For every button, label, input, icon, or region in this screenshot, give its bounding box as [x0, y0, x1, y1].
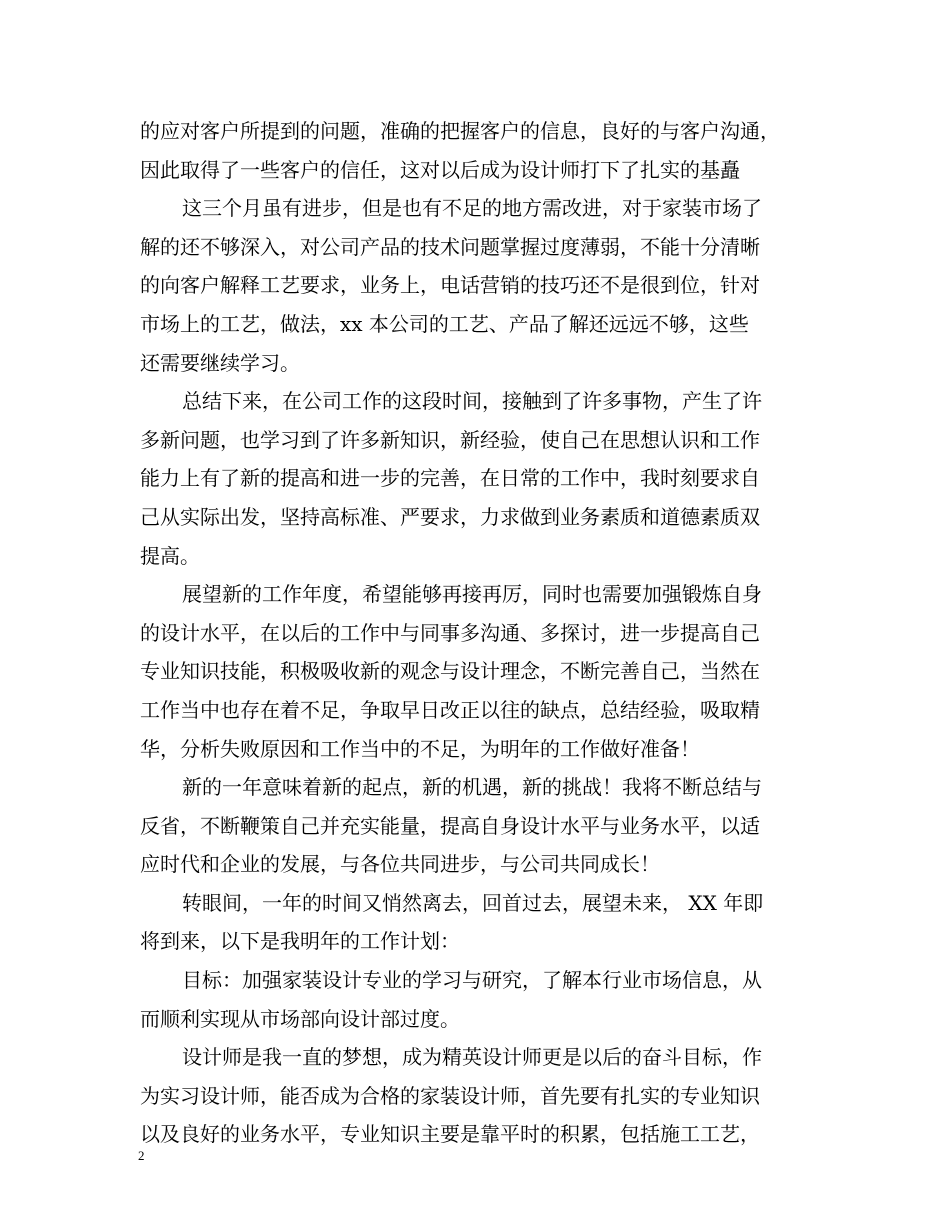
- text-line: 以及良好的业务水平，专业知识主要是靠平时的积累，包括施工工艺，: [140, 1122, 760, 1147]
- text-line: 多新问题，也学习到了许多新知识，新经验，使自己在思想认识和工作: [140, 427, 760, 452]
- text-line: 能力上有了新的提高和进一步的完善，在日常的工作中，我时刻要求自: [140, 466, 760, 491]
- text-line: 将到来，以下是我明年的工作计划：: [140, 929, 460, 954]
- text-line: 为实习设计师，能否成为合格的家装设计师，首先要有扎实的专业知识: [140, 1083, 760, 1108]
- text-line: 的向客户解释工艺要求，业务上，电话营销的技巧还不是很到位，针对: [140, 273, 760, 298]
- text-line: 还需要继续学习。: [140, 350, 300, 375]
- text-line: 应时代和企业的发展，与各位共同进步，与公司共同成长！: [140, 852, 660, 877]
- text-line: 提高。: [140, 543, 200, 568]
- text-line: 展望新的工作年度，希望能够再接再厉，同时也需要加强锻炼自身: [182, 582, 762, 607]
- text-line: 市场上的工艺，做法，xx 本公司的工艺、产品了解还远远不够，这些: [140, 311, 749, 336]
- text-line: 转眼间，一年的时间又悄然离去，回首过去，展望未来， XX 年即: [182, 890, 764, 915]
- text-line: 总结下来，在公司工作的这段时间，接触到了许多事物，产生了许: [182, 389, 762, 414]
- text-line: 解的还不够深入，对公司产品的技术问题掌握过度薄弱，不能十分清晰: [140, 234, 760, 259]
- text-line: 因此取得了一些客户的信任，这对以后成为设计师打下了扎实的基矗: [140, 157, 740, 182]
- text-line: 己从实际出发，坚持高标准、严要求，力求做到业务素质和道德素质双: [140, 504, 760, 529]
- text-line: 设计师是我一直的梦想，成为精英设计师更是以后的奋斗目标，作: [182, 1045, 762, 1070]
- text-line: 的设计水平，在以后的工作中与同事多沟通、多探讨，进一步提高自己: [140, 620, 760, 645]
- text-line: 华，分析失败原因和工作当中的不足，为明年的工作做好准备！: [140, 736, 700, 761]
- text-line: 工作当中也存在着不足，争取早日改正以往的缺点，总结经验，吸取精: [140, 697, 760, 722]
- text-line: 反省，不断鞭策自己并充实能量，提高自身设计水平与业务水平，以适: [140, 813, 760, 838]
- page-number: 2: [138, 1148, 145, 1163]
- text-line: 而顺利实现从市场部向设计部过度。: [140, 1006, 460, 1031]
- text-line: 新的一年意味着新的起点，新的机遇，新的挑战！我将不断总结与: [182, 775, 762, 800]
- document-body: [140, 112, 840, 1154]
- text-line: 目标：加强家装设计专业的学习与研究，了解本行业市场信息，从: [182, 968, 762, 993]
- text-line: 专业知识技能，积极吸收新的观念与设计理念，不断完善自己，当然在: [140, 659, 760, 684]
- text-line: 的应对客户所提到的问题，准确的把握客户的信息，良好的与客户沟通，: [140, 119, 780, 143]
- text-line: 这三个月虽有进步，但是也有不足的地方需改进，对于家装市场了: [182, 196, 762, 221]
